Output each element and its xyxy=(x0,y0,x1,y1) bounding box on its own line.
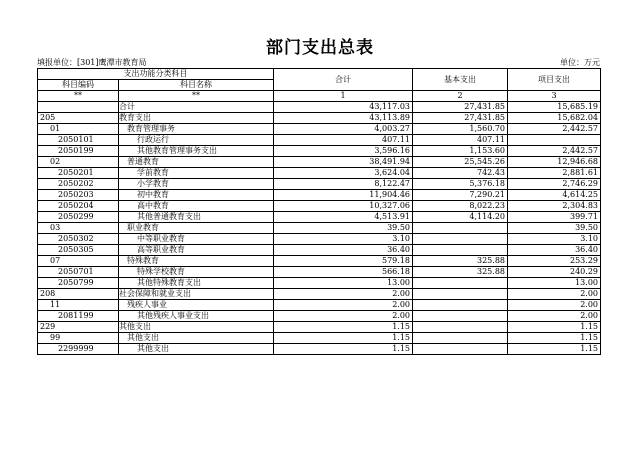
table-row xyxy=(38,113,601,124)
table-row xyxy=(38,278,601,289)
row-project: 2,746.29 xyxy=(508,179,601,190)
table-body xyxy=(38,102,601,355)
row-project: 15,682.04 xyxy=(508,113,601,124)
row-project: 2.00 xyxy=(508,289,601,300)
header-total: 合计 xyxy=(274,69,413,91)
row-project: 1.15 xyxy=(508,333,601,344)
table-row xyxy=(38,234,601,245)
row-code: 03 xyxy=(38,223,119,234)
row-total: 407.11 xyxy=(274,135,413,146)
row-project: 36.40 xyxy=(508,245,601,256)
row-basic xyxy=(413,300,508,311)
row-project: 3.10 xyxy=(508,234,601,245)
row-basic xyxy=(413,333,508,344)
row-name: 学前教育 xyxy=(119,168,274,179)
row-basic xyxy=(413,245,508,256)
row-name: 小学教育 xyxy=(119,179,274,190)
header-func-class: 支出功能分类科目 xyxy=(38,69,274,80)
row-basic xyxy=(413,278,508,289)
table-row xyxy=(38,256,601,267)
row-total: 38,491.94 xyxy=(274,157,413,168)
index-2: 2 xyxy=(413,91,508,102)
row-project: 39.50 xyxy=(508,223,601,234)
row-project: 2.00 xyxy=(508,311,601,322)
table-row xyxy=(38,311,601,322)
row-name: 其他支出 xyxy=(119,322,274,333)
row-project: 240.29 xyxy=(508,267,601,278)
row-project: 1.15 xyxy=(508,322,601,333)
row-total: 579.18 xyxy=(274,256,413,267)
row-basic xyxy=(413,322,508,333)
table-row xyxy=(38,344,601,355)
table-row xyxy=(38,300,601,311)
row-name: 其他教育管理事务支出 xyxy=(119,146,274,157)
row-total: 13.00 xyxy=(274,278,413,289)
row-basic xyxy=(413,289,508,300)
page-title: 部门支出总表 xyxy=(266,38,374,58)
marker-code: ** xyxy=(38,91,119,102)
table-row xyxy=(38,124,601,135)
row-name: 高中教育 xyxy=(119,201,274,212)
expenditure-table xyxy=(37,68,601,355)
row-basic xyxy=(413,311,508,322)
row-name: 初中教育 xyxy=(119,190,274,201)
row-total: 2.00 xyxy=(274,289,413,300)
row-total: 43,113.89 xyxy=(274,113,413,124)
row-name: 教育支出 xyxy=(119,113,274,124)
row-total: 566.18 xyxy=(274,267,413,278)
row-code: 2050101 xyxy=(38,135,119,146)
row-total: 3.10 xyxy=(274,234,413,245)
row-basic: 407.11 xyxy=(413,135,508,146)
table-row xyxy=(38,212,601,223)
row-name: 残疾人事业 xyxy=(119,300,274,311)
row-name: 教育管理事务 xyxy=(119,124,274,135)
row-basic: 325.88 xyxy=(413,256,508,267)
row-total: 36.40 xyxy=(274,245,413,256)
row-total: 43,117.03 xyxy=(274,102,413,113)
index-1: 1 xyxy=(274,91,413,102)
row-project: 2,442.57 xyxy=(508,146,601,157)
row-basic xyxy=(413,234,508,245)
row-basic: 27,431.85 xyxy=(413,113,508,124)
row-basic: 5,376.18 xyxy=(413,179,508,190)
row-basic: 27,431.85 xyxy=(413,102,508,113)
row-name: 其他残疾人事业支出 xyxy=(119,311,274,322)
row-code: 2050302 xyxy=(38,234,119,245)
row-total: 4,003.27 xyxy=(274,124,413,135)
row-project: 2.00 xyxy=(508,300,601,311)
row-name: 普通教育 xyxy=(119,157,274,168)
row-name: 行政运行 xyxy=(119,135,274,146)
table-row xyxy=(38,190,601,201)
row-basic: 1,560.70 xyxy=(413,124,508,135)
row-code: 2050701 xyxy=(38,267,119,278)
table-row xyxy=(38,179,601,190)
row-name: 其他支出 xyxy=(119,344,274,355)
row-code: 2299999 xyxy=(38,344,119,355)
row-code: 01 xyxy=(38,124,119,135)
header-code: 科目编码 xyxy=(38,80,119,91)
row-code: 02 xyxy=(38,157,119,168)
table-row xyxy=(38,223,601,234)
row-total: 4,513.91 xyxy=(274,212,413,223)
reporting-unit: 填报单位：[301]鹰潭市教育局 xyxy=(37,58,147,67)
row-name: 合计 xyxy=(119,102,274,113)
table-row xyxy=(38,267,601,278)
row-code: 2050799 xyxy=(38,278,119,289)
row-total: 2.00 xyxy=(274,311,413,322)
row-total: 10,327.06 xyxy=(274,201,413,212)
row-code: 2081199 xyxy=(38,311,119,322)
row-name: 高等职业教育 xyxy=(119,245,274,256)
row-name: 其他特殊教育支出 xyxy=(119,278,274,289)
row-project: 13.00 xyxy=(508,278,601,289)
row-project: 2,442.57 xyxy=(508,124,601,135)
row-name: 职业教育 xyxy=(119,223,274,234)
row-basic: 742.43 xyxy=(413,168,508,179)
marker-name: ** xyxy=(119,91,274,102)
row-name: 中等职业教育 xyxy=(119,234,274,245)
row-project: 253.29 xyxy=(508,256,601,267)
row-project: 2,881.61 xyxy=(508,168,601,179)
row-total: 1.15 xyxy=(274,333,413,344)
row-code: 99 xyxy=(38,333,119,344)
row-code: 11 xyxy=(38,300,119,311)
row-name: 特殊学校教育 xyxy=(119,267,274,278)
row-name: 特殊教育 xyxy=(119,256,274,267)
row-total: 11,904.46 xyxy=(274,190,413,201)
row-project: 2,304.83 xyxy=(508,201,601,212)
index-3: 3 xyxy=(508,91,601,102)
table-row xyxy=(38,289,601,300)
row-code: 2050299 xyxy=(38,212,119,223)
table-row xyxy=(38,135,601,146)
header-basic: 基本支出 xyxy=(413,69,508,91)
row-basic: 8,022.23 xyxy=(413,201,508,212)
row-project: 4,614.25 xyxy=(508,190,601,201)
row-code: 2050199 xyxy=(38,146,119,157)
row-basic: 4,114.20 xyxy=(413,212,508,223)
row-total: 39.50 xyxy=(274,223,413,234)
row-code: 07 xyxy=(38,256,119,267)
table-row xyxy=(38,168,601,179)
row-project: 12,946.68 xyxy=(508,157,601,168)
row-basic: 7,290.21 xyxy=(413,190,508,201)
row-code: 229 xyxy=(38,322,119,333)
row-code: 2050202 xyxy=(38,179,119,190)
row-project: 15,685.19 xyxy=(508,102,601,113)
row-total: 3,596.16 xyxy=(274,146,413,157)
row-code: 2050203 xyxy=(38,190,119,201)
row-total: 2.00 xyxy=(274,300,413,311)
header-project: 项目支出 xyxy=(508,69,601,91)
row-project xyxy=(508,135,601,146)
header-name: 科目名称 xyxy=(119,80,274,91)
table-row xyxy=(38,201,601,212)
row-name: 社会保障和就业支出 xyxy=(119,289,274,300)
row-total: 1.15 xyxy=(274,322,413,333)
row-project: 399.71 xyxy=(508,212,601,223)
row-code: 2050201 xyxy=(38,168,119,179)
row-code: 205 xyxy=(38,113,119,124)
row-total: 3,624.04 xyxy=(274,168,413,179)
row-name: 其他普通教育支出 xyxy=(119,212,274,223)
row-basic xyxy=(413,344,508,355)
table-row xyxy=(38,146,601,157)
table-row xyxy=(38,333,601,344)
table-row xyxy=(38,102,601,113)
row-name: 其他支出 xyxy=(119,333,274,344)
row-total: 8,122.47 xyxy=(274,179,413,190)
row-basic: 325.88 xyxy=(413,267,508,278)
row-code: 208 xyxy=(38,289,119,300)
row-code: 2050305 xyxy=(38,245,119,256)
row-code xyxy=(38,102,119,113)
row-total: 1.15 xyxy=(274,344,413,355)
unit-label: 单位：万元 xyxy=(560,58,600,67)
table-row xyxy=(38,322,601,333)
table-row xyxy=(38,157,601,168)
table-row xyxy=(38,245,601,256)
row-project: 1.15 xyxy=(508,344,601,355)
row-basic xyxy=(413,223,508,234)
row-code: 2050204 xyxy=(38,201,119,212)
row-basic: 25,545.26 xyxy=(413,157,508,168)
row-basic: 1,153.60 xyxy=(413,146,508,157)
